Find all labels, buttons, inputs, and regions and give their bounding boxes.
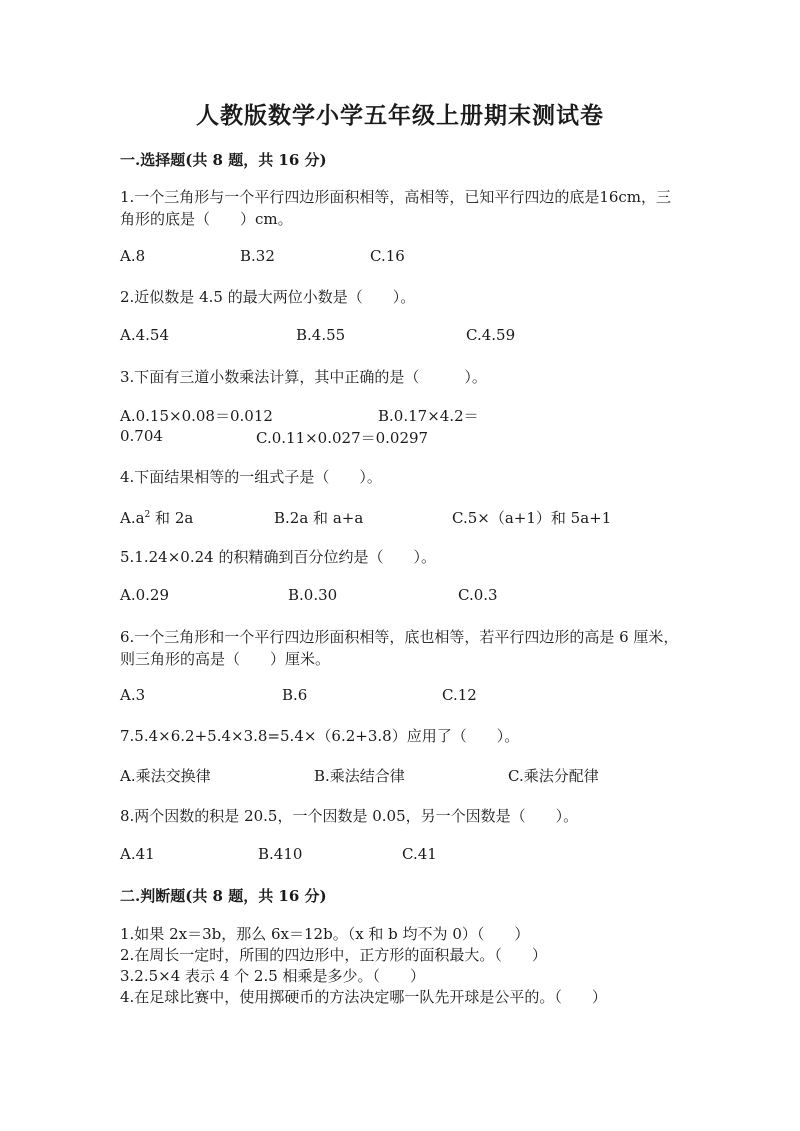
option-c: C.0.11×0.027＝0.0297	[256, 429, 429, 447]
option-a: A.乘法交换律	[120, 767, 211, 785]
page-title: 人教版数学小学五年级上册期末测试卷	[196, 102, 604, 129]
section-heading-choice: 一.选择题(共 8 题，共 16 分)	[120, 151, 327, 169]
options-8	[120, 845, 700, 867]
judgment-item-3: 3.2.5×4 表示 4 个 2.5 相乘是多少。（ ）	[120, 967, 426, 985]
option-b: B.410	[258, 845, 303, 863]
question-7: 7.5.4×6.2+5.4×3.8=5.4×（6.2+3.8）应用了（ ）。	[120, 727, 520, 745]
option-a: A.3	[120, 686, 146, 704]
option-b: B.0.17×4.2＝	[378, 407, 479, 425]
option-c: C.乘法分配律	[508, 767, 599, 785]
section-heading-true-false: 二.判断题(共 8 题，共 16 分)	[120, 887, 327, 905]
options-3-line1	[120, 405, 700, 427]
option-a: A.4.54	[120, 326, 169, 344]
options-1	[120, 247, 700, 269]
option-b: B.4.55	[296, 326, 346, 344]
options-6	[120, 686, 700, 708]
option-b: B.32	[240, 247, 275, 265]
question-2: 2.近似数是 4.5 的最大两位小数是（ ）。	[120, 288, 416, 306]
options-2	[120, 326, 700, 348]
option-b-continued: 0.704	[120, 427, 163, 445]
option-c: C.16	[370, 247, 405, 265]
judgment-item-1: 1.如果 2x＝3b，那么 6x＝12b。（x 和 b 均不为 0）（ ）	[120, 925, 530, 943]
options-7	[120, 765, 700, 787]
option-a: A.8	[120, 247, 146, 265]
option-c: C.0.3	[458, 586, 498, 604]
judgment-item-2: 2.在周长一定时，所围的四边形中，正方形的面积最大。（ ）	[120, 946, 547, 964]
question-3: 3.下面有三道小数乘法计算，其中正确的是（ ）。	[120, 368, 487, 386]
question-1: 1.一个三角形与一个平行四边形面积相等，高相等，已知平行四边的底是16cm，三角形的底是（ ）cm。	[120, 188, 672, 228]
option-b: B.2a 和 a+a	[274, 509, 364, 527]
option-c: C.12	[442, 686, 477, 704]
question-6: 6.一个三角形和一个平行四边形面积相等，底也相等，若平行四边形的高是 6 厘米，则三角形的高是（ ）厘米。	[120, 628, 679, 668]
option-b: B.乘法结合律	[314, 767, 405, 785]
options-3-line2	[120, 427, 700, 449]
question-8: 8.两个因数的积是 20.5，一个因数是 0.05，另一个因数是（ ）。	[120, 807, 579, 825]
option-b: B.0.30	[288, 586, 338, 604]
option-c: C.4.59	[466, 326, 516, 344]
option-c: C.41	[402, 845, 437, 863]
option-c: C.5×（a+1）和 5a+1	[452, 509, 612, 527]
options-5	[120, 586, 700, 608]
option-b: B.6	[282, 686, 308, 704]
judgment-item-4: 4.在足球比赛中，使用掷硬币的方法决定哪一队先开球是公平的。（ ）	[120, 988, 607, 1006]
option-a: A.41	[120, 845, 155, 863]
question-5: 5.1.24×0.24 的积精确到百分位约是（ ）。	[120, 548, 436, 566]
question-4: 4.下面结果相等的一组式子是（ ）。	[120, 468, 382, 486]
option-a: A.0.15×0.08＝0.012	[120, 407, 273, 425]
option-a: $A.a^2$ 和 2a	[120, 509, 194, 527]
options-4	[120, 507, 700, 529]
option-a: A.0.29	[120, 586, 169, 604]
